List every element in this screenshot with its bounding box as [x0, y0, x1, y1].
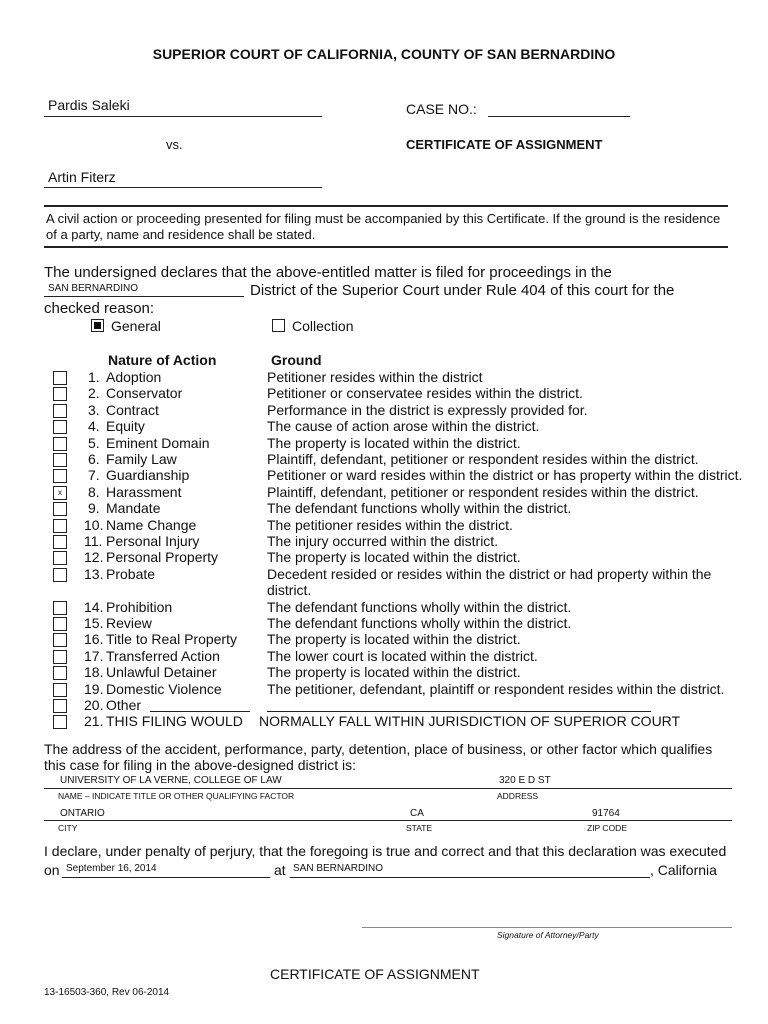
qualifying-name-value: UNIVERSITY OF LA VERNE, COLLEGE OF LAW — [60, 775, 282, 786]
item-ground: The property is located within the district. — [267, 434, 521, 451]
item-number: 21. — [84, 713, 104, 730]
item-number: 3. — [88, 401, 100, 418]
item-ground: The property is located within the district. — [267, 664, 521, 681]
item-ground: Petitioner or conservatee resides within the district. — [267, 385, 583, 402]
item-ground: The defendant functions wholly within the district. — [267, 615, 572, 631]
defendant-name: Artin Fiterz — [48, 169, 116, 185]
item-ground: Performance in the district is expressly provided for. — [267, 401, 588, 418]
item-number: 20. — [84, 697, 104, 713]
state-label: STATE — [406, 823, 433, 833]
item-number: 11. — [84, 533, 103, 549]
collection-label: Collection — [292, 318, 354, 334]
item-nature: Transferred Action — [106, 647, 220, 664]
item-nature: Conservator — [106, 385, 183, 402]
city-label: CITY — [58, 823, 78, 833]
item-number: 2. — [88, 385, 100, 402]
item-checkbox[interactable]: x — [53, 486, 67, 500]
general-label: General — [111, 318, 161, 334]
item-ground: The cause of action arose within the district. — [267, 418, 540, 435]
item-checkbox[interactable] — [53, 502, 67, 516]
item-ground: Plaintiff, defendant, petitioner or respondent resides within the district. — [267, 451, 699, 467]
item-nature: Prohibition — [106, 598, 173, 615]
other-ground-line — [267, 711, 651, 712]
signature-line — [362, 927, 732, 928]
name-address-line — [44, 788, 732, 789]
item-nature: Personal Property — [106, 549, 219, 566]
item-ground: The petitioner resides within the district. — [267, 516, 513, 533]
item-number: 4. — [88, 418, 100, 435]
item-checkbox[interactable] — [53, 535, 67, 549]
at-label: at — [274, 862, 286, 878]
item-ground: Petitioner or ward resides within the district or has property within the district. — [267, 467, 743, 484]
item-number: 15. — [84, 615, 104, 631]
item-ground: The property is located within the district. — [267, 549, 521, 566]
place-line — [290, 877, 650, 878]
signature-label: Signature of Attorney/Party — [497, 930, 599, 940]
city-state-zip-line — [44, 820, 732, 821]
item-checkbox[interactable] — [53, 469, 67, 483]
item-checkbox[interactable] — [53, 617, 67, 631]
plaintiff-name: Pardis Saleki — [48, 97, 130, 113]
item-ground: The petitioner, defendant, plaintiff or respondent resides within the district. — [267, 680, 725, 697]
item-checkbox[interactable] — [53, 666, 67, 680]
item-number: 10. — [84, 516, 104, 533]
case-no-label: CASE NO.: — [406, 101, 477, 117]
item-nature: Domestic Violence — [106, 680, 222, 697]
item-nature: Harassment — [106, 483, 182, 500]
item-checkbox[interactable] — [53, 650, 67, 664]
item-checkbox[interactable] — [53, 601, 67, 615]
item-nature: Contract — [106, 401, 159, 418]
item-ground: The lower court is located within the district. — [267, 647, 538, 664]
address-intro-2: this case for filing in the above-designed district is: — [44, 757, 357, 773]
item-nature: THIS FILING WOULD — [106, 713, 243, 730]
item-checkbox[interactable] — [53, 715, 67, 729]
date-value: September 16, 2014 — [66, 863, 157, 874]
item-number: 17. — [84, 647, 104, 664]
item-number: 9. — [88, 500, 100, 517]
item-checkbox[interactable] — [53, 633, 67, 647]
item-ground: The defendant functions wholly within the district. — [267, 598, 572, 615]
plaintiff-line — [44, 116, 322, 117]
item-nature: Personal Injury — [106, 533, 200, 549]
address-value: 320 E D ST — [499, 775, 551, 786]
item-ground: The defendant functions wholly within the district. — [267, 500, 572, 517]
item-number: 12. — [84, 549, 104, 566]
item-checkbox[interactable] — [53, 387, 67, 401]
item-checkbox[interactable] — [53, 404, 67, 418]
ground-header: Ground — [271, 352, 322, 368]
item-number: 13. — [84, 565, 104, 582]
item-nature: Unlawful Detainer — [106, 664, 217, 681]
zip-label: ZIP CODE — [587, 823, 627, 833]
form-number: 13-16503-360, Rev 06-2014 — [44, 987, 170, 998]
item-nature: Name Change — [106, 516, 197, 533]
item-checkbox[interactable] — [53, 437, 67, 451]
item-nature: Guardianship — [106, 467, 190, 484]
item-ground-continued: district. — [267, 582, 312, 599]
item-ground: Plaintiff, defendant, petitioner or respondent resides within the district. — [267, 483, 699, 500]
item-number: 16. — [84, 631, 104, 648]
item-ground: Decedent resided or resides within the district or had property within the — [267, 565, 712, 582]
item-nature: Probate — [106, 565, 156, 582]
item-number: 1. — [88, 369, 100, 385]
item-ground: Petitioner resides within the district — [267, 369, 483, 385]
date-line — [62, 877, 270, 878]
item-checkbox[interactable] — [53, 699, 67, 713]
address-label: ADDRESS — [497, 791, 539, 801]
city-value: ONTARIO — [60, 808, 105, 819]
item-nature: Adoption — [106, 369, 162, 385]
other-nature-line — [150, 711, 250, 712]
item-checkbox[interactable] — [53, 420, 67, 434]
qualifying-name-label: NAME – INDICATE TITLE OR OTHER QUALIFYING FACTOR — [58, 791, 295, 801]
declaration-line-3: checked reason: — [44, 300, 155, 317]
item-checkbox[interactable] — [53, 568, 67, 582]
defendant-line — [44, 187, 322, 188]
item-ground: The property is located within the district. — [267, 631, 521, 648]
item-nature: Other — [106, 697, 142, 713]
item-checkbox[interactable] — [53, 453, 67, 467]
place-value: SAN BERNARDINO — [293, 863, 384, 874]
nature-header: Nature of Action — [108, 352, 217, 368]
filing-notice: A civil action or proceeding presented for filing must be accompanied by this Certificate. If the ground is the residence of a party, name and residence shall be stated. — [44, 205, 728, 248]
certificate-heading: CERTIFICATE OF ASSIGNMENT — [406, 137, 603, 152]
court-title: SUPERIOR COURT OF CALIFORNIA, COUNTY OF SAN BERNARDINO — [152, 46, 616, 62]
item-nature: Review — [106, 615, 152, 631]
state-value: CA — [410, 808, 424, 819]
case-no-line — [488, 116, 630, 117]
item-number: 5. — [88, 434, 100, 451]
item-nature: Title to Real Property — [106, 631, 237, 648]
item-nature: Family Law — [106, 451, 177, 467]
declaration-line-1: The undersigned declares that the above-entitled matter is filed for proceedings in the — [44, 264, 612, 281]
item-number: 19. — [84, 680, 104, 697]
item-number: 14. — [84, 598, 104, 615]
perjury-line: I declare, under penalty of perjury, that the foregoing is true and correct and that this declaration was executed — [44, 843, 727, 859]
general-checkbox[interactable] — [91, 319, 104, 332]
vs-text: vs. — [166, 137, 183, 152]
collection-checkbox[interactable] — [272, 319, 285, 332]
item-number: 6. — [88, 451, 100, 467]
item-nature: Eminent Domain — [106, 434, 210, 451]
item-number: 18. — [84, 664, 104, 681]
declaration-line-2: District of the Superior Court under Rule 404 of this court for the — [250, 282, 675, 299]
item-checkbox[interactable] — [53, 519, 67, 533]
item-nature: Mandate — [106, 500, 161, 517]
california-suffix: , California — [650, 862, 717, 878]
item-ground: The injury occurred within the district. — [267, 533, 499, 549]
item-checkbox[interactable] — [53, 683, 67, 697]
zip-value: 91764 — [592, 808, 620, 819]
address-intro-1: The address of the accident, performance, party, detention, place of business, or other factor which qualifies — [44, 741, 713, 757]
district-value: SAN BERNARDINO — [48, 283, 139, 294]
item-ground: NORMALLY FALL WITHIN JURISDICTION OF SUPERIOR COURT — [259, 713, 681, 730]
item-number: 8. — [88, 483, 100, 500]
item-checkbox[interactable] — [53, 551, 67, 565]
district-line — [44, 296, 244, 297]
item-number: 7. — [88, 467, 100, 484]
item-checkbox[interactable] — [53, 371, 67, 385]
on-label: on — [44, 862, 60, 878]
footer-title: CERTIFICATE OF ASSIGNMENT — [270, 966, 480, 982]
item-nature: Equity — [106, 418, 145, 435]
